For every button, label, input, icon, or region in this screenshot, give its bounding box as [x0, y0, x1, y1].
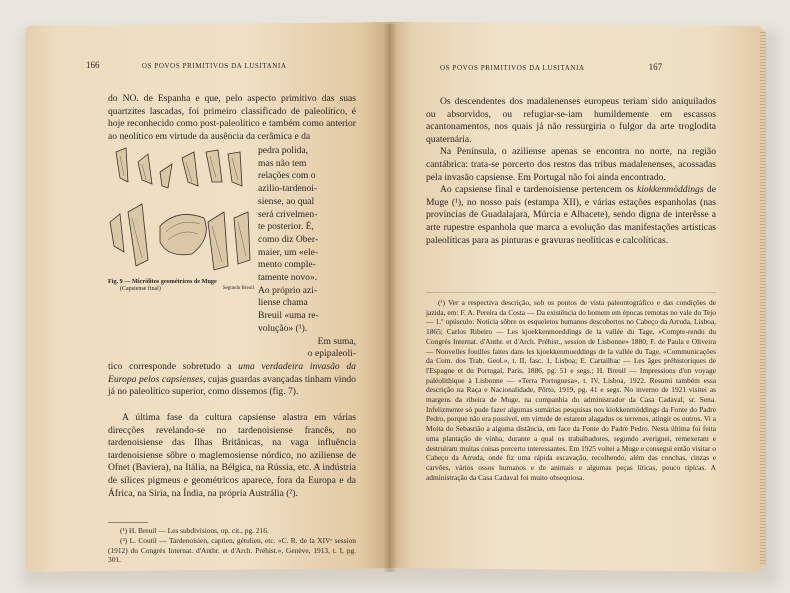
right-page-number: 167	[648, 62, 663, 72]
text-run: tico corresponde sobretudo a	[108, 361, 239, 372]
right-running-head: OS POVOS PRIMITIVOS DA LUSITANIA	[440, 64, 585, 72]
text-run: Ao capsiense final e tardenoisiense pertencem os	[440, 184, 637, 196]
right-footnote: (¹) Ver a respectiva descrição, sob os pontos de vista paleontográfico e das condições de jazida, em: F. A. Pereira da Costa — Da existência do homem em épocas remotas no vale do Tejo — 1.º opúsculo: Notícia sôbre os esqueletos humanos descobertos no Cabeço da Arruda, Lisboa, 1865; Carlos Ribeiro — Les kjoekkenmoeddings de la vallée du Tage, «Compte-rendu du Congrès Internat. d'Anthr. et d'Arch. Préhist., session de Lisbonne» 1880; F. de Paula e Oliveira — Nouvelles fouilles faites dans les kjoekkenmoeddings de la vallée du Tage, «Communicações da Com. dos Trab. Geol.», t. II, fasc. 1, Lisboa; E. Cartailhac — Les âges préhistoriques de l'Espagne et du Portugal, Paris, 1886, pg. 51 e segs.; H. Breuil — Impressions d'un voyage paléolithique à Lisbonne — «Terra Portuguesa», t. IV, Lisboa, 1922. Resumi também essa descrição na Raça e Nacionalidade, Pôrto, 1919, pg. 41 e segs. No inverno de 1921 visitei as margens da ribeira de Muge, na companhia do administrador da Casa Cadaval, sr. Sena. Infelizmente só pude fazer algumas sumárias pesquisas nos kiokkenmöddings da Fonte do Padre Pedro, porque não era possível, em virtude de estarem alagados os terrenos, atingir os outros. Vi a Moita do Sebastião a alguma distância, em face da Fonte do Padre Pedro. Nesta última foi feita uma plantação de vinha, durante a qual os trabalhadores, segundo averiguei, remexeram e destruíram muitas coisas porcerto interessantes. Em 1925 voltei a Muge e consegui então visitar o Cabeço da Arruda, onde fiz uma rápida escavação, recolhendo, além das conchas, cinzas e carvões, vários ossos humanos e de animais e algumas peças líticas, pouco típicas. A administração da Casa Cadaval foi muito obsequiosa.	[426, 298, 716, 482]
microlith-2	[138, 154, 152, 184]
figure-subcaption: (Capsiense final)	[120, 286, 161, 292]
left-para-2: A última fase da cultura capsiense alastra em várias direcções revelando-se no tardenoisiense francês, no tardenoisiense das Ilhas Britânicas, na vaga influência tardenoisiense sôbre o maglemosiense nórdico, no aziliense de Ofnet (Baviera), na Itália, na Bélgica, na Rússia, etc. A indústria de sílices pigmeus e geométricos aparece, fora da Europa e da África, na Síria, na Índia, na própria Austrália (²).	[108, 412, 356, 499]
wrap-line: Em suma,	[317, 335, 356, 347]
microlith-3	[160, 164, 172, 188]
wrap-line: como diz Ober-	[258, 233, 319, 245]
wrap-line: mas não tem	[258, 157, 307, 169]
text-run: de Muge (¹), no nosso país (estampa XII), e várias estações espanholas (nas províncias de Guadalajara, Múrcia e Albacete), sendo digna de interêsse a arte rupestre espanhola que marca a evolução das manifestações artísticas paleolíticas para as pinturas e gravuras neolíticas e calcolíticas.	[426, 184, 716, 246]
right-footnote-rule	[426, 292, 716, 293]
right-para-1: Os descendentes dos madalenenses europeus teriam sido aniquilados ou absorvidos, ou refugiar-se-iam humildemente em escassos acantonamentos, nos quais já não ressurgiria o fulgor da arte troglodita quaternária.	[426, 96, 716, 145]
wrap-line: Breuil «uma re-	[258, 310, 319, 322]
italic-run: kiokkenmöddings	[636, 184, 704, 196]
microlith-10	[208, 212, 228, 270]
microlith-9	[160, 214, 206, 254]
microlith-8	[128, 204, 148, 266]
page-edges	[760, 30, 766, 566]
figure-credit: Segundo Breuil	[222, 286, 254, 291]
microlith-11	[234, 212, 250, 264]
right-para-3	[426, 184, 716, 247]
right-page-header	[440, 62, 662, 72]
wrap-line: tamente novo».	[258, 272, 318, 284]
wrap-line: maier, um «ele-	[258, 246, 319, 258]
wrap-line: pedra polida,	[258, 145, 309, 156]
right-para-2: Na Península, o aziliense apenas se encontra no norte, na região cantábrica: trata-se porcerto dos restos das tribus madalenenses, acossadas pela invasão capsiense. Em Portugal não foi ainda encontrado.	[426, 146, 716, 183]
right-body	[426, 96, 716, 247]
book-gutter	[383, 24, 397, 572]
wrap-line: liense chama	[258, 297, 308, 309]
microlith-5	[206, 150, 222, 182]
left-running-head: OS POVOS PRIMITIVOS DA LUSITANIA	[141, 62, 287, 70]
footnote-rule	[108, 522, 148, 523]
left-para-1: do NO. de Espanha e que, pelo aspecto primitivo das suas quartzites lascadas, foi primeiro classificado de paleolítico, é hoje reconhecido como post-paleolítico e também como anterior ao neolítico em virtude da ausência da cerâmica e da	[108, 93, 356, 142]
wrap-line: Ao próprio azi-	[258, 284, 318, 296]
left-page-number: 166	[86, 60, 100, 70]
microlith-4	[182, 152, 198, 186]
left-para-1-end	[108, 361, 356, 399]
left-page-header	[86, 60, 287, 70]
wrap-line: siense, ao qual	[258, 195, 315, 207]
wrap-line: azilio-tardenoi-	[258, 183, 318, 195]
wrap-line: te posterior. É,	[258, 221, 314, 233]
italic-run: uma verdadeira invasão da Europa pelos capsienses	[108, 361, 356, 385]
wrap-line: mento comple-	[258, 259, 316, 271]
wrap-line: relações com o	[258, 170, 316, 182]
wrap-line: será crivelmen-	[258, 208, 318, 220]
footnote: (²) L. Coutil — Tardenoisien, captien, gétulien, etc. «C. R. de la XIVᵉ session (1912) du Congrès Internat. d'Anthr. et d'Arch. Préhist.», Genève, 1913, t. I, pg. 301.	[108, 535, 356, 565]
figure-caption: Fig. 9 — Micrólitos geométricos de Muge	[108, 278, 217, 285]
wrap-line: volução» (¹).	[258, 322, 308, 334]
left-footnotes	[108, 526, 356, 565]
left-wrap-text	[258, 145, 356, 361]
figure-microliths	[108, 142, 254, 292]
wrap-line: o epipaleoli-	[307, 348, 356, 360]
microliths-illustration	[108, 142, 254, 276]
microlith-7	[110, 214, 124, 252]
footnote: (¹) H. Breuil — Les subdivisions, op. cit., pg. 216.	[120, 526, 269, 535]
text-run: , cujas guardas avançadas tinham vindo já no paleolítico superior, como dissemos (fig. 7).	[108, 373, 356, 398]
